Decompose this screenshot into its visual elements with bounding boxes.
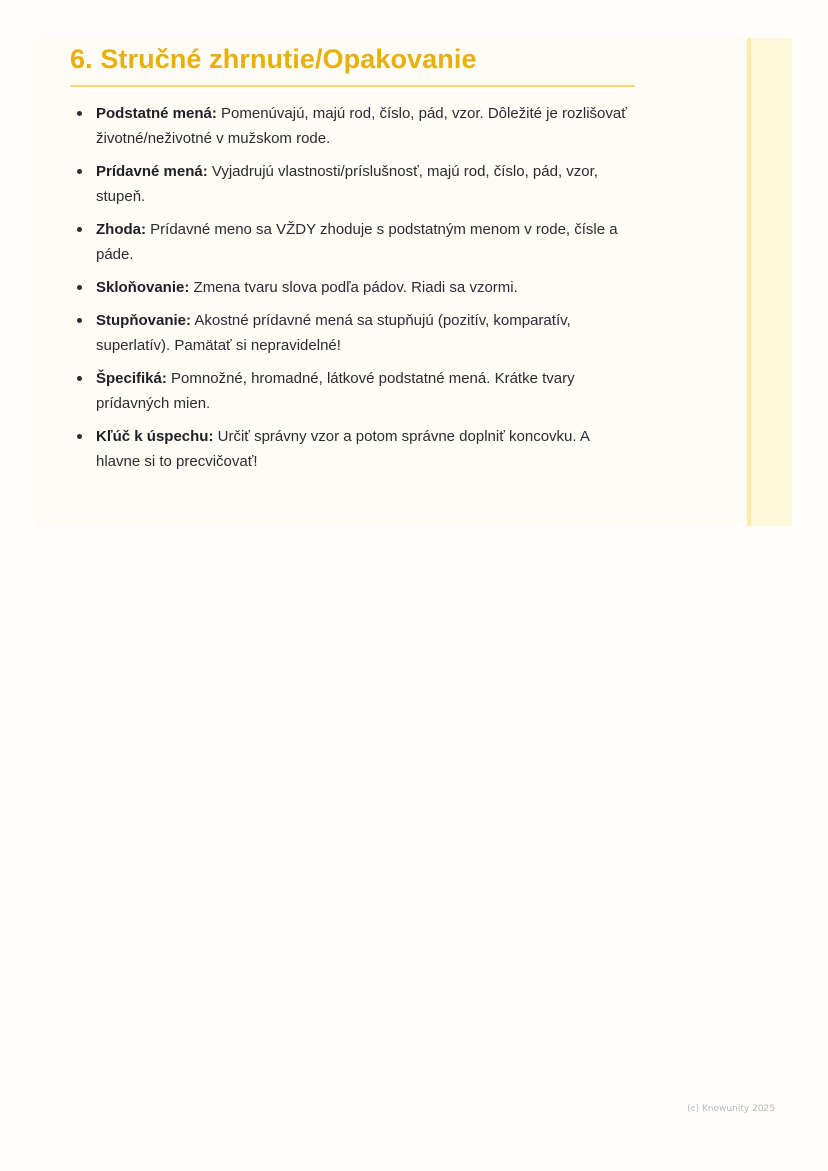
bullet-icon [77, 376, 82, 381]
item-term: Stupňovanie: [96, 312, 192, 329]
list-item [70, 217, 630, 267]
item-text: Prídavné meno sa VŽDY zhoduje s podstatným menom v rode, čísle a páde. [96, 221, 618, 263]
list-item [70, 424, 630, 474]
title-underline [70, 85, 635, 87]
item-text: Akostné prídavné mená sa stupňujú (pozitív, komparatív, superlatív). Pamätať si nepravidelné! [96, 312, 571, 354]
list-item [70, 308, 630, 358]
bullet-icon [77, 285, 82, 290]
bullet-icon [77, 111, 82, 116]
bullet-icon [77, 227, 82, 232]
item-term: Prídavné mená: [96, 163, 208, 180]
list-item [70, 275, 630, 300]
item-term: Zhoda: [96, 221, 146, 238]
item-text: Určiť správny vzor a potom správne doplniť koncovku. A hlavne si to precvičovať! [96, 428, 590, 470]
summary-list [70, 101, 630, 482]
list-item [70, 159, 630, 209]
copyright-footer: (c) Knowunity 2025 [687, 1104, 775, 1114]
item-text: Vyjadrujú vlastnosti/príslušnosť, majú rod, číslo, pád, vzor, stupeň. [96, 163, 598, 205]
bullet-icon [77, 318, 82, 323]
list-item [70, 366, 630, 416]
item-text: Pomenúvajú, majú rod, číslo, pád, vzor. Dôležité je rozlišovať životné/neživotné v mužskom rode. [96, 105, 627, 147]
item-text: Pomnožné, hromadné, látkové podstatné mená. Krátke tvary prídavných mien. [96, 370, 575, 412]
item-term: Kľúč k úspechu: [96, 428, 214, 445]
list-item [70, 101, 630, 151]
item-term: Podstatné mená: [96, 105, 217, 122]
section-title: 6. Stručné zhrnutie/Opakovanie [70, 44, 477, 74]
side-stripe-line [747, 38, 751, 526]
bullet-icon [77, 434, 82, 439]
item-text: Zmena tvaru slova podľa pádov. Riadi sa vzormi. [189, 279, 518, 296]
bullet-icon [77, 169, 82, 174]
item-term: Skloňovanie: [96, 279, 190, 296]
item-term: Špecifiká: [96, 370, 167, 387]
side-stripe [747, 38, 792, 526]
